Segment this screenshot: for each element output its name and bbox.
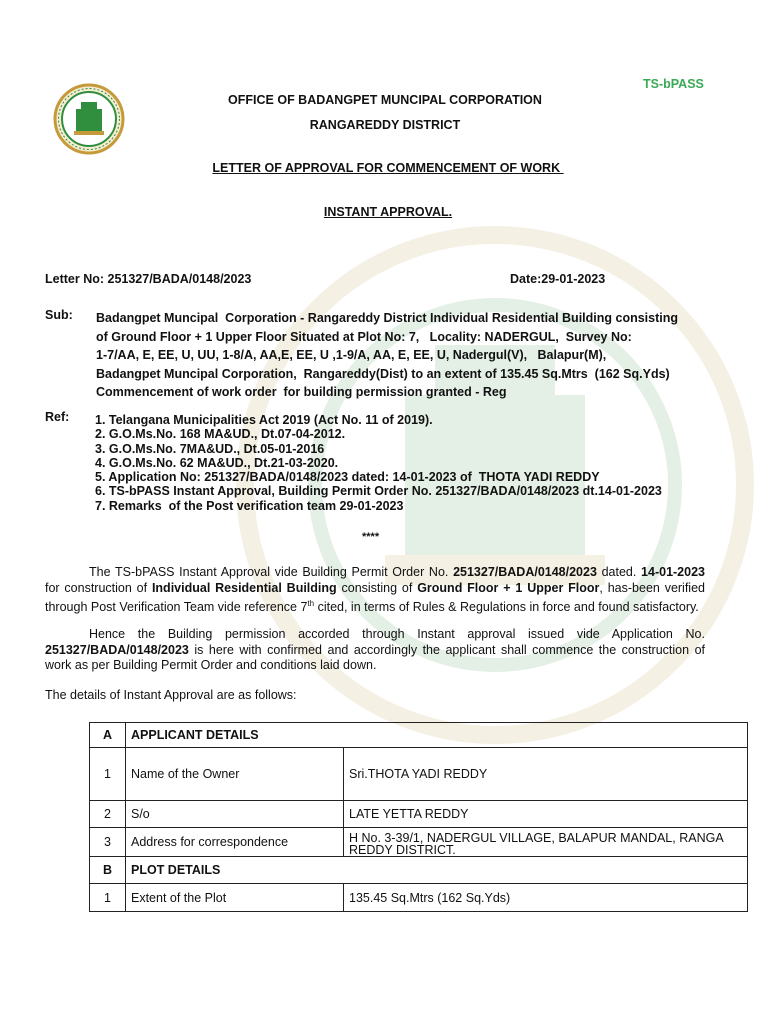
section-code: A xyxy=(90,723,126,748)
details-intro: The details of Instant Approval are as follows: xyxy=(45,688,297,702)
letter-title: LETTER OF APPROVAL FOR COMMENCEMENT OF WORK xyxy=(212,161,564,175)
row-value: H No. 3-39/1, NADERGUL VILLAGE, BALAPUR MANDAL, RANGA REDDY DISTRICT. xyxy=(344,828,748,857)
section-header-row xyxy=(90,857,748,884)
table-row xyxy=(90,828,748,857)
paragraph-confirmation: Hence the Building permission accorded through Instant approval issued vide Application No. 251327/BADA/0148/2023 is here with confirmed and accordingly the applicant shall commence the construction of work as per Building Permit Order and conditions laid down. xyxy=(45,627,705,672)
section-header-row xyxy=(90,723,748,748)
letter-number: Letter No: 251327/BADA/0148/2023 xyxy=(45,272,252,286)
section-title: PLOT DETAILS xyxy=(126,857,748,884)
row-number: 1 xyxy=(90,748,126,801)
subject-line: Badangpet Muncipal Corporation, Rangareddy(Dist) to an extent of 135.45 Sq.Mtrs (162 Sq.Yds) xyxy=(96,366,670,381)
reference-label: Ref: xyxy=(45,410,70,424)
reference-item: 6. TS-bPASS Instant Approval, Building Permit Order No. 251327/BADA/0148/2023 dt.14-01-2023 xyxy=(95,484,662,499)
row-value: LATE YETTA REDDY xyxy=(344,801,748,828)
district-heading: RANGAREDDY DISTRICT xyxy=(309,118,461,132)
reference-item: 3. G.O.Ms.No. 7MA&UD., Dt.05-01-2016 xyxy=(95,441,325,456)
approval-details-table xyxy=(89,722,748,912)
row-value: 135.45 Sq.Mtrs (162 Sq.Yds) xyxy=(344,884,748,912)
subject-line: of Ground Floor + 1 Upper Floor Situated at Plot No: 7, Locality: NADERGUL, Survey No: xyxy=(96,329,632,344)
brand-label: TS-bPASS xyxy=(643,77,704,91)
subject-label: Sub: xyxy=(45,308,73,322)
row-label: Name of the Owner xyxy=(126,748,344,801)
section-title: APPLICANT DETAILS xyxy=(126,723,748,748)
subject-line: 1-7/AA, E, EE, U, UU, 1-8/A, AA,E, EE, U ,1-9/A, AA, E, EE, U, Nadergul(V), Balapur(M), xyxy=(96,348,607,362)
reference-item: 1. Telangana Municipalities Act 2019 (Act No. 11 of 2019). xyxy=(95,413,433,427)
reference-item: 2. G.O.Ms.No. 168 MA&UD., Dt.07-04-2012. xyxy=(95,427,346,442)
subject-line: Commencement of work order for building permission granted - Reg xyxy=(96,385,507,399)
reference-item: 7. Remarks of the Post verification team 29-01-2023 xyxy=(95,498,404,513)
section-code: B xyxy=(90,857,126,884)
reference-list xyxy=(95,413,662,513)
subject-text xyxy=(96,309,696,402)
table-row xyxy=(90,748,748,801)
row-number: 1 xyxy=(90,884,126,912)
row-label: Extent of the Plot xyxy=(126,884,344,912)
table-row xyxy=(90,884,748,912)
approval-type: INSTANT APPROVAL. xyxy=(323,205,453,219)
table-row xyxy=(90,801,748,828)
subject-line: Badangpet Muncipal Corporation - Rangareddy District Individual Residential Building consisting xyxy=(96,311,678,325)
reference-item: 5. Application No: 251327/BADA/0148/2023 dated: 14-01-2023 of THOTA YADI REDDY xyxy=(95,470,600,485)
reference-item: 4. G.O.Ms.No. 62 MA&UD., Dt.21-03-2020. xyxy=(95,455,339,470)
row-number: 3 xyxy=(90,828,126,857)
letter-date: Date:29-01-2023 xyxy=(510,272,606,286)
row-label: Address for correspondence xyxy=(126,828,344,857)
row-number: 2 xyxy=(90,801,126,828)
office-heading: OFFICE OF BADANGPET MUNCIPAL CORPORATION xyxy=(228,93,542,107)
separator: **** xyxy=(362,531,380,543)
row-label: S/o xyxy=(126,801,344,828)
paragraph-verification: The TS-bPASS Instant Approval vide Building Permit Order No. 251327/BADA/0148/2023 dated. 14-01-2023 for construction of Individual Residential Building consisting of Ground Floor + 1 Upper Floor, has-been verified through Post Verification Team vide reference 7th cited, in terms of Rules & Regulations in force and found satisfactory. xyxy=(45,565,705,615)
row-value: Sri.THOTA YADI REDDY xyxy=(344,748,748,801)
